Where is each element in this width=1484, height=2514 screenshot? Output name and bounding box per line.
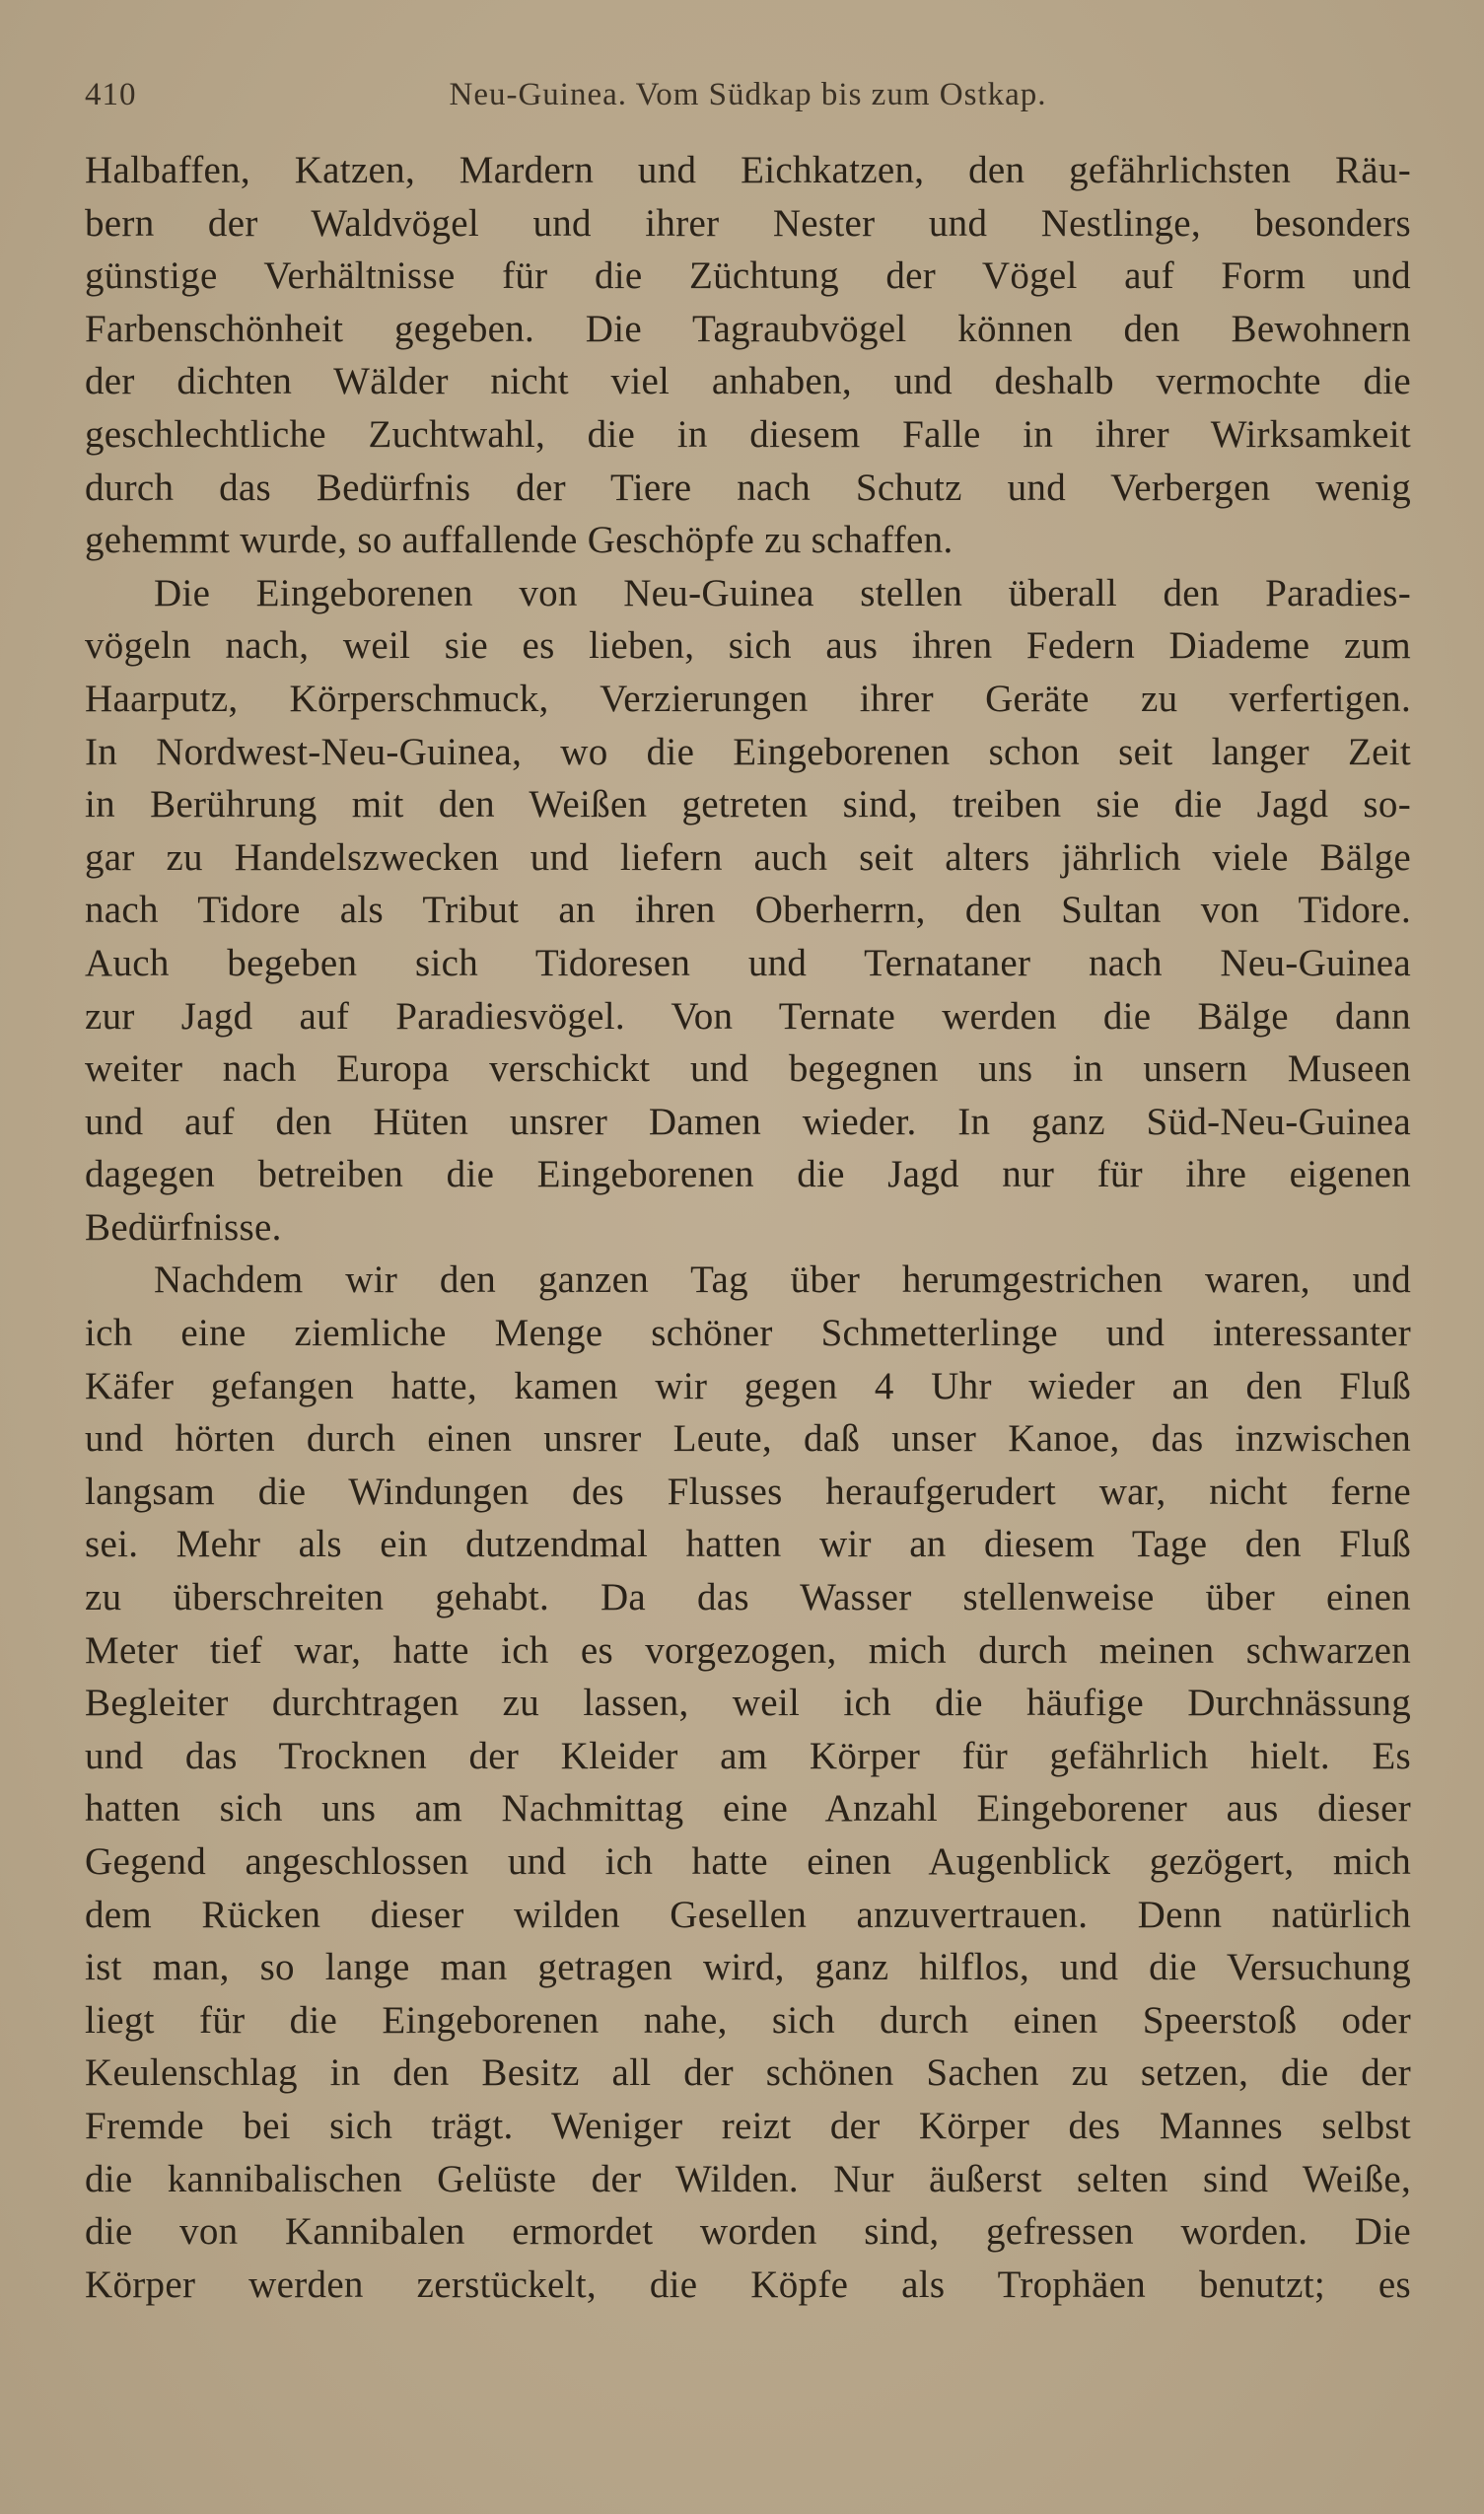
text-line: durch das Bedürfnis der Tiere nach Schutz und Verbergen wenig [85,466,1411,509]
running-head: Neu-Guinea. Vom Südkap bis zum Ostkap. [449,77,1047,112]
text-line: die kannibalischen Gelüste der Wilden. Nur äußerst selten sind Weiße, [85,2157,1411,2200]
text-line: zur Jagd auf Paradiesvögel. Von Ternate werden die Bälge dann [85,994,1411,1038]
text-line: nach Tidore als Tribut an ihren Oberherrn, den Sultan von Tidore. [85,889,1411,932]
text-line: und auf den Hüten unsrer Damen wieder. In ganz Süd-Neu-Guinea [85,1100,1411,1143]
text-line: vögeln nach, weil sie es lieben, sich aus ihren Federn Diademe zum [85,624,1411,668]
text-line: In Nordwest-Neu-Guinea, wo die Eingeborenen schon seit langer Zeit [85,730,1411,773]
text-line: und hörten durch einen unsrer Leute, daß unser Kanoe, das inzwischen [85,1417,1411,1461]
text-line: und das Trocknen der Kleider am Körper für gefährlich hielt. Es [85,1734,1411,1777]
text-line: geschlechtliche Zuchtwahl, die in diesem Falle in ihrer Wirksamkeit [85,412,1411,456]
text-line: günstige Verhältnisse für die Züchtung der Vögel auf Form und [85,254,1411,298]
text-line: langsam die Windungen des Flusses heraufgerudert war, nicht ferne [85,1470,1411,1513]
text-line: der dichten Wälder nicht viel anhaben, und deshalb vermochte die [85,360,1411,403]
text-line: Käfer gefangen hatte, kamen wir gegen 4 Uhr wieder an den Fluß [85,1364,1411,1407]
text-line: Begleiter durchtragen zu lassen, weil ich die häufige Durchnässung [85,1682,1411,1725]
text-line: gehemmt wurde, so auffallende Geschöpfe zu schaffen. [85,519,954,562]
text-line: Keulenschlag in den Besitz all der schönen Sachen zu setzen, die der [85,2051,1411,2095]
page-number: 410 [85,77,137,112]
text-line: Nachdem wir den ganzen Tag über herumgestrichen waren, und [154,1258,1411,1302]
body-text [85,144,1411,2311]
text-line: Halbaffen, Katzen, Mardern und Eichkatzen, den gefährlichsten Räu- [85,149,1411,191]
text-line: Bedürfnisse. [85,1205,282,1249]
text-line: hatten sich uns am Nachmittag eine Anzahl Eingeborener aus dieser [85,1787,1411,1831]
text-line: sei. Mehr als ein dutzendmal hatten wir an diesem Tage den Fluß [85,1523,1411,1566]
text-line: in Berührung mit den Weißen getreten sind, treiben sie die Jagd so- [85,783,1411,826]
page-header [85,59,1411,128]
paragraph-1 [85,144,1411,567]
text-line: Farbenschönheit gegeben. Die Tagraubvögel können den Bewohnern [85,307,1411,350]
text-line: Meter tief war, hatte ich es vorgezogen, mich durch meinen schwarzen [85,1628,1411,1672]
text-line: Körper werden zerstückelt, die Köpfe als Trophäen benutzt; es [85,2263,1411,2306]
text-line: dagegen betreiben die Eingeborenen die Jagd nur für ihre eigenen [85,1153,1411,1196]
text-line: gar zu Handelszwecken und liefern auch seit alters jährlich viele Bälge [85,835,1411,879]
text-line: Die Eingeborenen von Neu-Guinea stellen überall den Paradies- [154,571,1411,614]
text-line: Haarputz, Körperschmuck, Verzierungen ihrer Geräte zu verfertigen. [85,677,1411,720]
text-line: ist man, so lange man getragen wird, ganz hilflos, und die Versuchung [85,1946,1411,1989]
text-line: Fremde bei sich trägt. Weniger reizt der Körper des Mannes selbst [85,2104,1411,2147]
text-line: Auch begeben sich Tidoresen und Ternataner nach Neu-Guinea [85,941,1411,984]
paragraph-2 [85,567,1411,1255]
text-line: dem Rücken dieser wilden Gesellen anzuvertrauen. Denn natürlich [85,1893,1411,1936]
text-line: weiter nach Europa verschickt und begegnen uns in unsern Museen [85,1047,1411,1091]
text-line: liegt für die Eingeborenen nahe, sich durch einen Speerstoß oder [85,1998,1411,2042]
text-line: zu überschreiten gehabt. Da das Wasser stellenweise über einen [85,1576,1411,1619]
text-line: die von Kannibalen ermordet worden sind, gefressen worden. Die [85,2210,1411,2254]
text-line: ich eine ziemliche Menge schöner Schmetterlinge und interessanter [85,1312,1411,1355]
book-page [85,59,1411,2311]
text-line: Gegend angeschlossen und ich hatte einen Augenblick gezögert, mich [85,1840,1411,1883]
paragraph-3 [85,1254,1411,2311]
text-line: bern der Waldvögel und ihrer Nester und Nestlinge, besonders [85,201,1411,245]
